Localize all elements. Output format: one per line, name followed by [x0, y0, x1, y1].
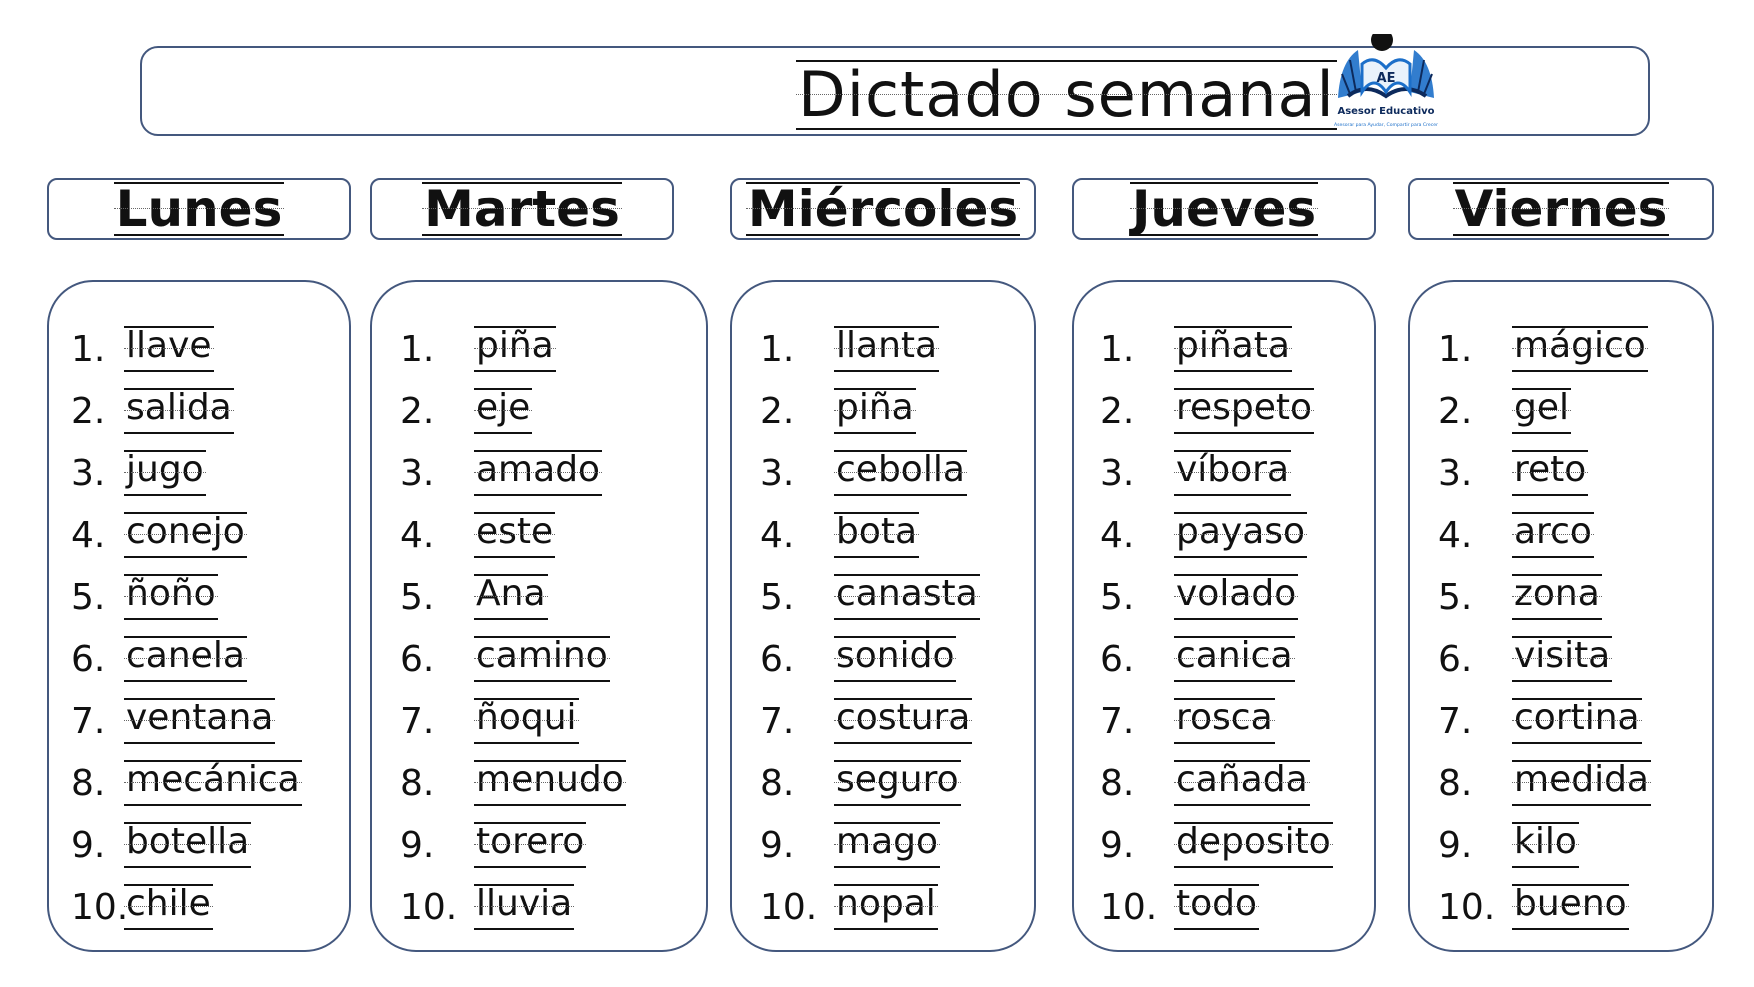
- item-number: 7.: [760, 701, 795, 742]
- item-number: 7.: [1100, 701, 1135, 742]
- dictation-word: lluvia: [474, 884, 574, 930]
- item-number: 1.: [1100, 329, 1135, 370]
- word-list-miercoles: [730, 280, 1036, 952]
- list-item: [1438, 874, 1702, 930]
- day-label: Martes: [424, 180, 620, 238]
- item-number: 10.: [1438, 887, 1496, 928]
- dictation-word: canasta: [834, 574, 980, 620]
- list-item: [1438, 626, 1702, 682]
- dictation-word: bueno: [1512, 884, 1629, 930]
- item-number: 5.: [71, 577, 106, 618]
- item-number: 9.: [400, 825, 435, 866]
- list-item: [760, 812, 1024, 868]
- list-item: [400, 316, 696, 372]
- day-header-lunes: [47, 178, 351, 240]
- dictation-word: payaso: [1174, 512, 1307, 558]
- word-list-jueves: [1072, 280, 1376, 952]
- dictation-word: botella: [124, 822, 251, 868]
- item-number: 4.: [760, 515, 795, 556]
- item-number: 4.: [71, 515, 106, 556]
- list-item: [1438, 502, 1702, 558]
- dictation-word: amado: [474, 450, 602, 496]
- list-item: [760, 378, 1024, 434]
- item-number: 3.: [760, 453, 795, 494]
- dictation-word: cañada: [1174, 760, 1310, 806]
- item-number: 7.: [71, 701, 106, 742]
- list-item: [71, 688, 339, 744]
- list-item: [400, 502, 696, 558]
- item-number: 8.: [400, 763, 435, 804]
- dictation-word: llanta: [834, 326, 939, 372]
- item-number: 1.: [71, 329, 106, 370]
- list-item: [1100, 812, 1364, 868]
- title-banner: [140, 46, 1650, 136]
- item-number: 10.: [1100, 887, 1158, 928]
- word-list-martes: [370, 280, 708, 952]
- list-item: [400, 378, 696, 434]
- list-item: [1100, 688, 1364, 744]
- day-header-jueves: [1072, 178, 1376, 240]
- list-item: [1438, 440, 1702, 496]
- item-number: 10.: [760, 887, 818, 928]
- dictation-word: jugo: [124, 450, 206, 496]
- list-item: [760, 750, 1024, 806]
- item-number: 5.: [400, 577, 435, 618]
- dictation-word: ñoño: [124, 574, 218, 620]
- item-number: 8.: [760, 763, 795, 804]
- dictation-word: ventana: [124, 698, 275, 744]
- item-number: 3.: [1438, 453, 1473, 494]
- item-number: 5.: [1438, 577, 1473, 618]
- dictation-word: reto: [1512, 450, 1588, 496]
- list-item: [1438, 688, 1702, 744]
- list-item: [1438, 812, 1702, 868]
- item-number: 9.: [1438, 825, 1473, 866]
- item-number: 2.: [400, 391, 435, 432]
- dictation-word: ñoqui: [474, 698, 579, 744]
- item-number: 8.: [1438, 763, 1473, 804]
- dictation-word: Ana: [474, 574, 548, 620]
- day-label: Miércoles: [747, 180, 1019, 238]
- item-number: 8.: [1100, 763, 1135, 804]
- dictation-word: víbora: [1174, 450, 1291, 496]
- dictation-word: este: [474, 512, 555, 558]
- dictation-word: costura: [834, 698, 972, 744]
- page-title: Dictado semanal: [798, 58, 1335, 131]
- item-number: 9.: [71, 825, 106, 866]
- list-item: [71, 440, 339, 496]
- item-number: 2.: [71, 391, 106, 432]
- dictation-word: deposito: [1174, 822, 1333, 868]
- dictation-word: eje: [474, 388, 532, 434]
- list-item: [1100, 316, 1364, 372]
- dictation-word: mago: [834, 822, 940, 868]
- list-item: [1100, 626, 1364, 682]
- dictation-word: sonido: [834, 636, 956, 682]
- item-number: 5.: [1100, 577, 1135, 618]
- item-number: 2.: [1438, 391, 1473, 432]
- day-header-viernes: [1408, 178, 1714, 240]
- item-number: 4.: [400, 515, 435, 556]
- word-list-viernes: [1408, 280, 1714, 952]
- item-number: 3.: [71, 453, 106, 494]
- dictation-word: rosca: [1174, 698, 1275, 744]
- dictation-word: chile: [124, 884, 213, 930]
- dictation-word: conejo: [124, 512, 247, 558]
- dictation-word: piña: [834, 388, 916, 434]
- dictation-word: volado: [1174, 574, 1298, 620]
- dictation-word: mágico: [1512, 326, 1648, 372]
- list-item: [71, 502, 339, 558]
- list-item: [760, 874, 1024, 930]
- list-item: [400, 688, 696, 744]
- item-number: 2.: [760, 391, 795, 432]
- list-item: [400, 626, 696, 682]
- list-item: [760, 440, 1024, 496]
- item-number: 5.: [760, 577, 795, 618]
- list-item: [400, 750, 696, 806]
- list-item: [760, 626, 1024, 682]
- list-item: [1438, 564, 1702, 620]
- list-item: [400, 440, 696, 496]
- list-item: [71, 874, 339, 930]
- dictation-word: canica: [1174, 636, 1295, 682]
- day-label: Jueves: [1131, 180, 1317, 238]
- item-number: 3.: [1100, 453, 1135, 494]
- day-header-martes: [370, 178, 674, 240]
- dictation-word: respeto: [1174, 388, 1314, 434]
- item-number: 6.: [1100, 639, 1135, 680]
- item-number: 10.: [400, 887, 458, 928]
- day-label: Lunes: [115, 180, 283, 238]
- list-item: [760, 316, 1024, 372]
- list-item: [1100, 378, 1364, 434]
- dictation-word: seguro: [834, 760, 961, 806]
- list-item: [71, 626, 339, 682]
- dictation-word: torero: [474, 822, 586, 868]
- open-book-logo-icon: [1328, 34, 1446, 134]
- list-item: [71, 378, 339, 434]
- list-item: [1100, 502, 1364, 558]
- list-item: [71, 316, 339, 372]
- dictation-word: camino: [474, 636, 610, 682]
- list-item: [71, 812, 339, 868]
- list-item: [1100, 440, 1364, 496]
- item-number: 7.: [400, 701, 435, 742]
- item-number: 1.: [1438, 329, 1473, 370]
- dictation-word: menudo: [474, 760, 626, 806]
- list-item: [400, 812, 696, 868]
- dictation-word: salida: [124, 388, 234, 434]
- dictation-word: kilo: [1512, 822, 1579, 868]
- logo-name: Asesor Educativo: [1337, 106, 1435, 117]
- list-item: [400, 564, 696, 620]
- logo-slogan: Asesorar para Ayudar, Compartir para Crecer: [1333, 123, 1439, 128]
- list-item: [1438, 378, 1702, 434]
- dictation-word: bota: [834, 512, 919, 558]
- item-number: 1.: [400, 329, 435, 370]
- item-number: 6.: [760, 639, 795, 680]
- dictation-word: canela: [124, 636, 247, 682]
- list-item: [760, 502, 1024, 558]
- dictation-word: cebolla: [834, 450, 967, 496]
- item-number: 6.: [400, 639, 435, 680]
- dictation-word: gel: [1512, 388, 1571, 434]
- list-item: [1438, 750, 1702, 806]
- item-number: 10.: [71, 887, 129, 928]
- item-number: 2.: [1100, 391, 1135, 432]
- dictation-word: piñata: [1174, 326, 1292, 372]
- list-item: [1100, 564, 1364, 620]
- item-number: 1.: [760, 329, 795, 370]
- dictation-word: visita: [1512, 636, 1612, 682]
- item-number: 6.: [1438, 639, 1473, 680]
- day-header-miercoles: [730, 178, 1036, 240]
- dictation-word: piña: [474, 326, 556, 372]
- day-label: Viernes: [1454, 180, 1668, 238]
- list-item: [1100, 874, 1364, 930]
- dictation-word: mecánica: [124, 760, 302, 806]
- dictation-word: cortina: [1512, 698, 1642, 744]
- list-item: [71, 750, 339, 806]
- item-number: 4.: [1100, 515, 1135, 556]
- dictation-word: zona: [1512, 574, 1602, 620]
- item-number: 8.: [71, 763, 106, 804]
- dictation-word: todo: [1174, 884, 1259, 930]
- dictation-word: medida: [1512, 760, 1651, 806]
- item-number: 6.: [71, 639, 106, 680]
- list-item: [400, 874, 696, 930]
- list-item: [1100, 750, 1364, 806]
- list-item: [71, 564, 339, 620]
- item-number: 9.: [1100, 825, 1135, 866]
- logo-initials: AE: [1376, 71, 1396, 86]
- word-list-lunes: [47, 280, 351, 952]
- list-item: [1438, 316, 1702, 372]
- item-number: 4.: [1438, 515, 1473, 556]
- dictation-word: nopal: [834, 884, 938, 930]
- list-item: [760, 688, 1024, 744]
- item-number: 7.: [1438, 701, 1473, 742]
- item-number: 3.: [400, 453, 435, 494]
- dictation-word: arco: [1512, 512, 1594, 558]
- list-item: [760, 564, 1024, 620]
- item-number: 9.: [760, 825, 795, 866]
- dictation-word: llave: [124, 326, 214, 372]
